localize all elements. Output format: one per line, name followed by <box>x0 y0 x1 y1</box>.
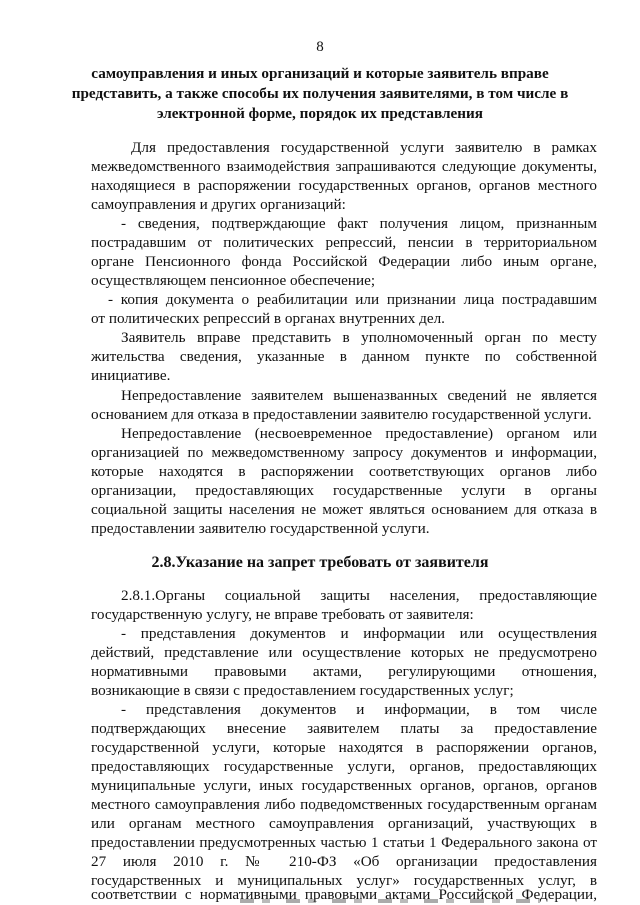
list-item-line: государственной услуги, которые находятся в распоряжении органов, <box>91 739 597 756</box>
paragraph-line: которые находятся в распоряжении соответствующих органов либо <box>91 463 597 480</box>
paragraph-line: Непредоставление заявителем вышеназванных сведений не является <box>121 387 597 404</box>
list-item-line: местного самоуправления либо подведомственных государственным органам <box>91 796 597 813</box>
intro-title-line: самоуправления и иных организаций и которые заявитель вправе <box>91 65 549 82</box>
list-item-line: осуществляющем пенсионное обеспечение; <box>91 272 376 289</box>
list-item-line: органе Пенсионного фонда Российской Федерации либо иным органе, <box>91 253 597 270</box>
list-item-line: соответствии с нормативными правовыми актами Российской Федерации, <box>91 886 597 903</box>
list-item-line: государственных и муниципальных услуг» государственных услуг, в <box>91 872 597 889</box>
list-item-line: - представления документов и информации или осуществления <box>121 625 597 642</box>
list-item-line: предоставлении предусмотренных частью 1 статьи 1 Федерального закона от <box>91 834 597 851</box>
paragraph-line: находящиеся в распоряжении государственных органов, органов местного <box>91 177 597 194</box>
scan-edge-artifact <box>240 899 540 903</box>
list-item-line: подтверждающих внесение заявителем платы за предоставление <box>91 720 597 737</box>
paragraph-line: предоставлении заявителю государственной услуги. <box>91 520 430 537</box>
paragraph-line: социальной защиты населения не может являться основанием для отказа в <box>91 501 597 518</box>
section-heading: 2.8.Указание на запрет требовать от заявителя <box>151 554 489 571</box>
list-item-line: нормативными правовыми актами, регулирующими отношения, <box>91 663 597 680</box>
list-item-line: - копия документа о реабилитации или признании лица пострадавшим <box>108 291 597 308</box>
paragraph-line: организации, предоставляющих государственные услуги в органы <box>91 482 597 499</box>
paragraph-line: Для предоставления государственной услуги заявителю в рамках <box>131 139 597 156</box>
list-item-line: или органам местного самоуправления организаций, участвующих в <box>91 815 597 832</box>
paragraph-line: жительства сведения, указанные в данном пункте по собственной <box>91 348 597 365</box>
list-item-line: предоставляющих государственные услуги, органов, предоставляющих <box>91 758 597 775</box>
paragraph-line: инициативе. <box>91 367 171 384</box>
paragraph-line: межведомственного взаимодействия запрашиваются следующие документы, <box>91 158 597 175</box>
list-item-line: - представления документов и информации, в том числе <box>121 701 597 718</box>
intro-title-line: электронной форме, порядок их представления <box>157 105 483 122</box>
list-item-line: - сведения, подтверждающие факт получения лицом, признанным <box>121 215 597 232</box>
list-item-line: пострадавшим от политических репрессий, пенсии в территориальном <box>91 234 597 251</box>
list-item-line: возникающие в связи с предоставлением государственных услуг; <box>91 682 514 699</box>
list-item-line: 27 июля 2010 г. № 210-ФЗ «Об организации предоставления <box>91 853 597 870</box>
paragraph-line: основанием для отказа в предоставлении заявителю государственной услуги. <box>91 406 592 423</box>
page-number: 8 <box>316 39 324 55</box>
list-item-line: муниципальные услуги, иных государственных органов, органов, органов <box>91 777 597 794</box>
paragraph-line: Заявитель вправе представить в уполномоченный орган по месту <box>121 329 597 346</box>
paragraph-line: 2.8.1.Органы социальной защиты населения, предоставляющие <box>121 587 597 604</box>
paragraph-line: государственную услугу, не вправе требовать от заявителя: <box>91 606 474 623</box>
list-item-line: от политических репрессий в органах внутренних дел. <box>91 310 445 327</box>
paragraph-line: Непредоставление (несвоевременное предоставление) органом или <box>121 425 597 442</box>
intro-title-line: представить, а также способы их получения заявителями, в том числе в <box>71 85 569 102</box>
paragraph-line: организацией по межведомственному запросу документов и информации, <box>91 444 597 461</box>
paragraph-line: самоуправления и других организаций: <box>91 196 346 213</box>
list-item-line: действий, представление или осуществление которых не предусмотрено <box>91 644 597 661</box>
